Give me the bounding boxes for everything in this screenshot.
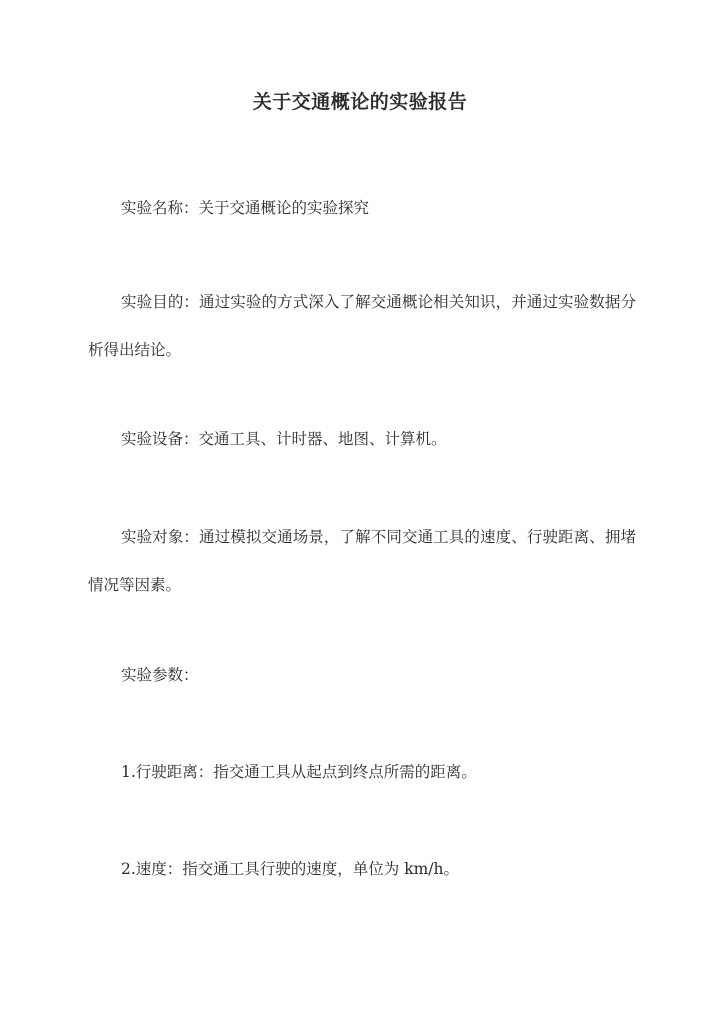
paragraph-parameter-distance: 1.行驶距离：指交通工具从起点到终点所需的距离。 [121,763,477,781]
paragraph-experiment-name: 实验名称：关于交通概论的实验探究 [121,199,370,217]
paragraph-experiment-equipment: 实验设备：交通工具、计时器、地图、计算机。 [121,430,447,448]
paragraph-experiment-subject: 实验对象：通过模拟交通场景，了解不同交通工具的速度、行驶距离、拥堵情况等因素。 [88,528,636,594]
paragraph-experiment-parameters: 实验参数： [121,666,199,684]
paragraph-parameter-speed: 2.速度：指交通工具行驶的速度，单位为 km/h。 [121,860,460,878]
paragraph-experiment-purpose: 实验目的：通过实验的方式深入了解交通概论相关知识，并通过实验数据分析得出结论。 [88,293,636,359]
document-title: 关于交通概论的实验报告 [252,91,468,113]
